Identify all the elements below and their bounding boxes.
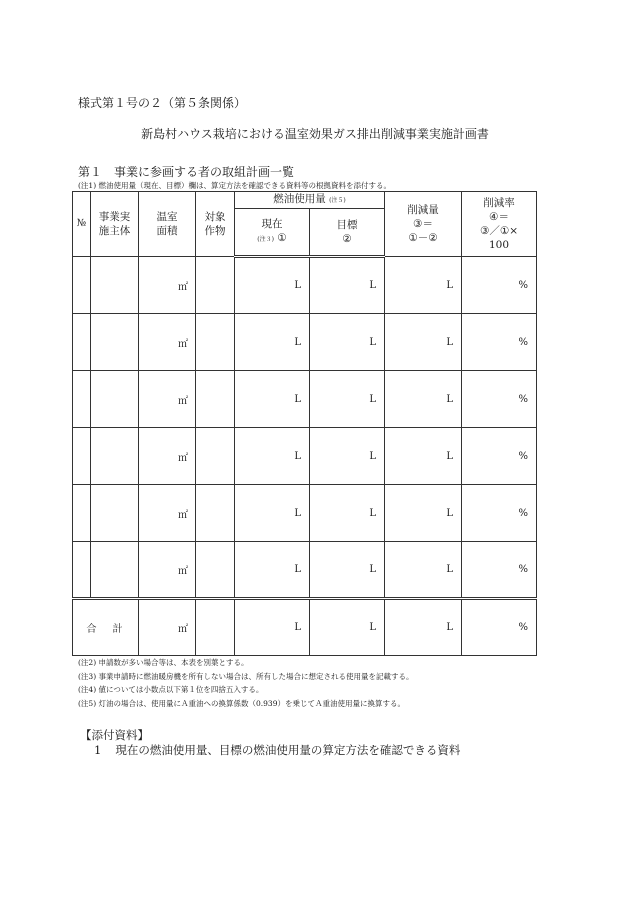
area-unit: ㎡ (139, 257, 196, 314)
target-unit: L (310, 542, 385, 599)
current-unit: L (235, 542, 310, 599)
header-fuel-usage: 燃油使用量 (注５) (235, 192, 385, 209)
notes (78, 656, 414, 710)
reduction-unit: L (385, 428, 462, 485)
target-unit: L (310, 428, 385, 485)
attachment-item-number: 1 (94, 743, 102, 757)
table-row (73, 485, 537, 542)
table-row (73, 428, 537, 485)
form-number: 様式第１号の２（第５条関係） (78, 96, 247, 110)
area-unit: ㎡ (139, 371, 196, 428)
document-title: 新島村ハウス栽培における温室効果ガス排出削減事業実施計画書 (141, 127, 489, 141)
current-unit: L (235, 257, 310, 314)
header-area: 温室 面積 (139, 192, 196, 257)
reduction-unit: L (385, 314, 462, 371)
target-unit: L (310, 314, 385, 371)
table-row (73, 371, 537, 428)
attachment-item-text: 現在の燃油使用量、目標の燃油使用量の算定方法を確認できる資料 (115, 743, 461, 757)
header-entity: 事業実 施主体 (91, 192, 139, 257)
reduction-unit: L (385, 371, 462, 428)
total-rate-unit: % (462, 599, 537, 656)
table-row (73, 257, 537, 314)
plan-table (72, 191, 537, 656)
total-label: 合 計 (73, 599, 139, 656)
note-1: (注1) 燃油使用量（現在、目標）欄は、算定方法を確認できる資料等の根拠資料を添付する。 (78, 181, 392, 190)
target-unit: L (310, 485, 385, 542)
note-5: (注5) 灯油の場合は、使用量にＡ重油への換算係数（0.939）を乗じてＡ重油使用量に換算する。 (78, 698, 405, 708)
header-crop: 対象 作物 (196, 192, 235, 257)
target-unit: L (310, 257, 385, 314)
rate-unit: % (462, 485, 537, 542)
current-unit: L (235, 371, 310, 428)
note-4: (注4) 値については小数点以下第１位を四捨五入する。 (78, 685, 264, 695)
note-2: (注2) 申請数が多い場合等は、本表を別葉とする。 (78, 658, 249, 667)
current-unit: L (235, 485, 310, 542)
reduction-unit: L (385, 485, 462, 542)
header-no: № (73, 192, 91, 257)
rate-unit: % (462, 371, 537, 428)
area-unit: ㎡ (139, 485, 196, 542)
total-current-unit: L (235, 599, 310, 656)
target-unit: L (310, 371, 385, 428)
attachment-item (94, 742, 460, 758)
rate-unit: % (462, 428, 537, 485)
header-reduction: 削減量 ③＝ ①－② (385, 192, 462, 257)
reduction-unit: L (385, 542, 462, 599)
area-unit: ㎡ (139, 314, 196, 371)
area-unit: ㎡ (139, 428, 196, 485)
total-target-unit: L (310, 599, 385, 656)
total-row (73, 599, 537, 656)
rate-unit: % (462, 314, 537, 371)
reduction-unit: L (385, 257, 462, 314)
attachments-heading: 【添付資料】 (80, 728, 149, 742)
area-unit: ㎡ (139, 542, 196, 599)
section-heading: 第１ 事業に参画する者の取組計画一覧 (78, 165, 295, 179)
header-current: 現在 (注３) ① (235, 209, 310, 257)
table-row (73, 542, 537, 599)
header-target: 目標 ② (310, 209, 385, 257)
total-area-unit: ㎡ (139, 599, 196, 656)
rate-unit: % (462, 257, 537, 314)
note-3: (注3) 事業申請時に燃油暖房機を所有しない場合は、所有した場合に想定される使用量を記載する。 (78, 671, 414, 681)
current-unit: L (235, 314, 310, 371)
current-unit: L (235, 428, 310, 485)
total-reduction-unit: L (385, 599, 462, 656)
rate-unit: % (462, 542, 537, 599)
table-row (73, 314, 537, 371)
header-rate: 削減率 ④＝ ③／①× 100 (462, 192, 537, 257)
